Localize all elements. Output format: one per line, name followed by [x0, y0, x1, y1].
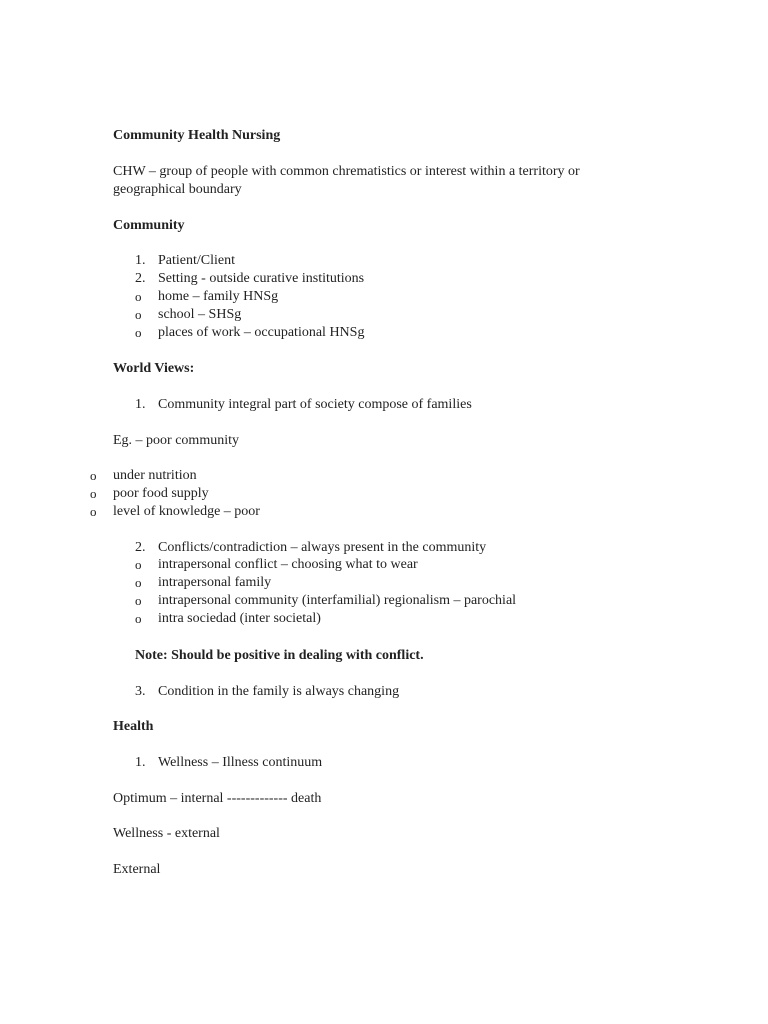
bullet-marker: o	[135, 325, 142, 340]
bullet-marker: o	[135, 307, 142, 322]
bullet-marker: o	[135, 575, 142, 590]
bullet-marker: o	[135, 593, 142, 608]
chw-definition-line-2: geographical boundary	[113, 182, 242, 197]
bullet-marker: o	[135, 557, 142, 572]
bullet-marker: o	[90, 504, 97, 519]
note-line: Note: Should be positive in dealing with conflict.	[135, 648, 424, 663]
list-item: Condition in the family is always changing	[158, 684, 400, 699]
chw-definition-line-1: CHW – group of people with common chrematistics or interest within a territory or	[113, 164, 580, 179]
world-views-heading: World Views:	[113, 361, 195, 376]
bullet-marker: o	[90, 486, 97, 501]
list-item: Wellness – Illness continuum	[158, 755, 323, 770]
external-line: External	[113, 862, 161, 877]
optimum-line: Optimum – internal ------------- death	[113, 791, 322, 806]
list-marker: 1.	[135, 253, 146, 268]
bullet-marker: o	[135, 611, 142, 626]
list-marker: 1.	[135, 755, 146, 770]
list-item: Patient/Client	[158, 253, 235, 268]
list-item: intra sociedad (inter societal)	[158, 611, 321, 626]
list-item: Setting - outside curative institutions	[158, 271, 365, 286]
list-item: under nutrition	[113, 468, 197, 483]
list-marker: 1.	[135, 397, 146, 412]
wellness-line: Wellness - external	[113, 826, 220, 841]
list-item: intrapersonal community (interfamilial) regionalism – parochial	[158, 593, 517, 608]
list-item: Conflicts/contradiction – always present in the community	[158, 540, 487, 555]
list-item: home – family HNSg	[158, 289, 279, 304]
list-item: intrapersonal family	[158, 575, 272, 590]
health-heading: Health	[113, 719, 154, 734]
document-title: Community Health Nursing	[113, 128, 281, 143]
list-item: places of work – occupational HNSg	[158, 325, 365, 340]
community-heading: Community	[113, 218, 185, 233]
example-line: Eg. – poor community	[113, 433, 239, 448]
list-item: Community integral part of society compose of families	[158, 397, 472, 412]
list-item: poor food supply	[113, 486, 209, 501]
list-item: level of knowledge – poor	[113, 504, 260, 519]
bullet-marker: o	[90, 468, 97, 483]
list-item: school – SHSg	[158, 307, 242, 322]
bullet-marker: o	[135, 289, 142, 304]
list-marker: 2.	[135, 271, 146, 286]
list-marker: 2.	[135, 540, 146, 555]
list-marker: 3.	[135, 684, 146, 699]
list-item: intrapersonal conflict – choosing what to wear	[158, 557, 418, 572]
